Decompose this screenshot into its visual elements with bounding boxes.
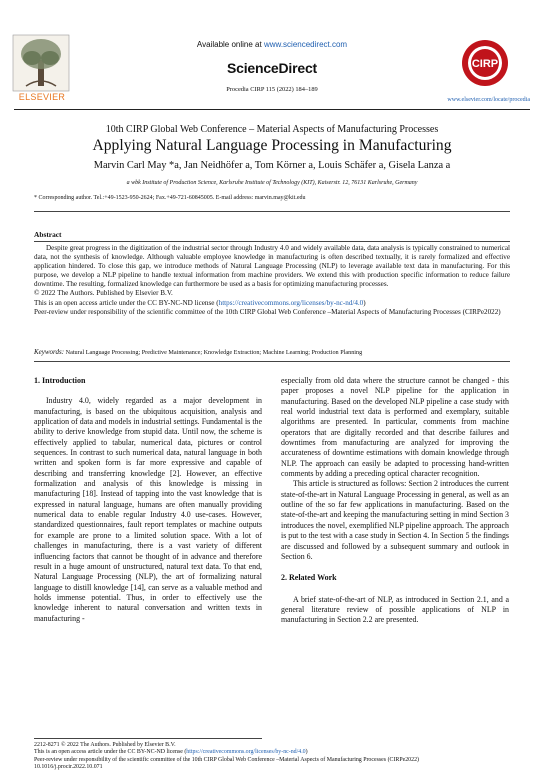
header-divider xyxy=(14,109,530,110)
introduction-paragraph: Industry 4.0, widely regarded as a major development in manufacturing, is based on the ubiquitous acquisition, analysis and application of data and models in industrial settings. Fundamental is the ability to derive knowledge from stupid data. Until now, the scheme is effectively applied to tabular, numerical data, pictures or control sequences. In contrast to such numerical data, natural language in both written and spoken form is far more expressive and capable of describing and transferring knowledge [2]. However, an effective formalization and analysis of this knowledge is missing in manufacturing [18]. Instead of tapping into the vast knowledge that is expressed in natural language, humans are often manually providing numerical data to enable regular Industry 4.0 use-cases. However, standardized questionnaires, fault report templates or machine outputs for example are prone to a limited solution space. With a lot of challenges in manufacturing, there is a vast variety of different influencing factors that cannot be thought of in advance and therefore result in a huge amount of unstructured, natural text data. To that end, Natural Language Processing (NLP), the art of formalizing natural language to distill knowledge [14], can serve as a valuable method and holds immense potential. Thus, in order to effectively use the knowledge inherent to natural conversation and written texts in manufacturing - xyxy=(34,396,262,623)
section-1-heading: 1. Introduction xyxy=(34,376,86,385)
copyright-line: © 2022 The Authors. Published by Elsevier B.V. xyxy=(34,289,173,298)
sciencedirect-title: ScienceDirect xyxy=(226,60,317,76)
corresponding-author: * Corresponding author. Tel.:+49-1523-950-2624; Fax.+49-721-60845005. E-mail address: marvin.may@kit.edu xyxy=(34,195,306,201)
homepage-link[interactable]: www.elsevier.com/locate/procedia xyxy=(447,97,530,103)
left-column xyxy=(34,376,262,624)
related-work-paragraph: A brief state-of-the-art of NLP, as introduced in Section 2.1, and a general literature review of possible applications of NLP in manufacturing in Section 2.2 are presented. xyxy=(281,594,509,625)
abstract-text: Despite great progress in the digitization of the industrial sector through Industry 4.0 and widely available data, data analysis is typically constrained to numerical data, not the synthesis of knowledge. Although valuable employee knowledge in manufacturing is often described textually, it is rarely formalized and effective application hindered. To close this gap, we introduce methods of Natural Language Processing (NLP) to leverage available text data in manufacturing. For this purpose, we develop a NLP pipeline to handle textual information from machine providers. We extend this with production specific information to reduce failure downtime. The resulting, formalized knowledge can furthermore be used as a basis for optimizing manufacturing processes. xyxy=(34,244,510,289)
footer-license xyxy=(34,749,510,756)
journal-reference: Procedia CIRP 115 (2022) 184–189 xyxy=(226,86,318,93)
keywords-line xyxy=(34,348,510,356)
footer-peer-review: Peer-review under responsibility of the scientific committee of the 10th CIRP Global Web Conference –Material Aspects of Manufacturing Processes (CIRPe2022) xyxy=(34,756,419,763)
license-line xyxy=(34,299,510,308)
paper-title: Applying Natural Language Processing in Manufacturing xyxy=(92,137,452,154)
conference-name: 10th CIRP Global Web Conference – Material Aspects of Manufacturing Processes xyxy=(105,124,439,135)
abstract-heading-rule xyxy=(34,241,510,242)
peer-review-line: Peer-review under responsibility of the scientific committee of the 10th CIRP Global Web Conference –Material Aspects of Manufacturing Processes (CIRPe2022) xyxy=(34,307,501,316)
cirp-logo xyxy=(460,38,510,88)
introduction-continued: especially from old data where the structure cannot be changed - this paper proposes a novel NLP pipeline for the application in manufacturing. Based on the developed NLP pipeline a case study with real world industrial text data is performed and exemplary, suitable algorithms are presented. In particular, comments from machine operators that are digitally recorded and that describe failures and downtimes from manufacturing are analyzed for improving the accurateness of downtime estimations with domain knowledge through NLP. The approach can easily be adapted to processing hand-written comments by adding a preceding optical character recognition. xyxy=(281,376,509,479)
author-list: Marvin Carl May *a, Jan Neidhöfer a, Tom Körner a, Louis Schäfer a, Gisela Lanza a xyxy=(93,160,451,171)
license-link[interactable]: https://creativecommons.org/licenses/by-nc-nd/4.0 xyxy=(218,298,364,307)
abstract-top-rule xyxy=(34,211,510,212)
sciencedirect-link[interactable]: www.sciencedirect.com xyxy=(263,40,348,49)
section-2-heading: 2. Related Work xyxy=(281,573,337,583)
available-prefix: Available online at xyxy=(196,40,264,49)
keywords-list: Natural Language Processing; Predictive Maintenance; Knowledge Extraction; Machine Learning; Production Planning xyxy=(65,349,363,356)
elsevier-wordmark: ELSEVIER xyxy=(18,92,66,102)
footer-doi[interactable]: 10.1016/j.procir.2022.10.071 xyxy=(34,764,103,771)
license-suffix: ) xyxy=(363,298,366,307)
abstract-heading: Abstract xyxy=(34,230,62,239)
cirp-logo-text: CIRP xyxy=(471,58,499,70)
right-column xyxy=(281,376,509,626)
footer-issn: 2212-8271 © 2022 The Authors. Published by Elsevier B.V. xyxy=(34,742,176,748)
abstract-body xyxy=(34,244,510,317)
license-prefix: This is an open access article under the CC BY-NC-ND license ( xyxy=(34,298,219,307)
footer-license-prefix: This is an open access article under the CC BY-NC-ND license ( xyxy=(34,749,187,756)
footer xyxy=(34,742,510,772)
keywords-label: Keywords: xyxy=(34,348,65,356)
footer-license-link[interactable]: https://creativecommons.org/licenses/by-nc-nd/4.0 xyxy=(186,749,306,756)
affiliation: a wbk Institute of Production Science, Karlsruhe Institute of Technology (KIT), Kaiserstr. 12, 76131 Karlsruhe, Germany xyxy=(126,180,418,186)
footer-license-suffix: ) xyxy=(305,749,308,756)
footer-rule xyxy=(34,738,262,739)
structure-paragraph: This article is structured as follows: Section 2 introduces the current state-of-the-art in Natural Language Processing in general, as well as an outline of the so far few applications in manufacturing. Based on the state-of-the-art and keeping the manufacturing setting in mind Section 3 introduces the novel, exemplified NLP pipeline approach. The approach is put to the test with a case study in Section 4. In Section 5 the findings are discussed and followed by a subsequent summary and outlook in Section 6. xyxy=(281,479,509,561)
keywords-rule xyxy=(34,361,510,362)
